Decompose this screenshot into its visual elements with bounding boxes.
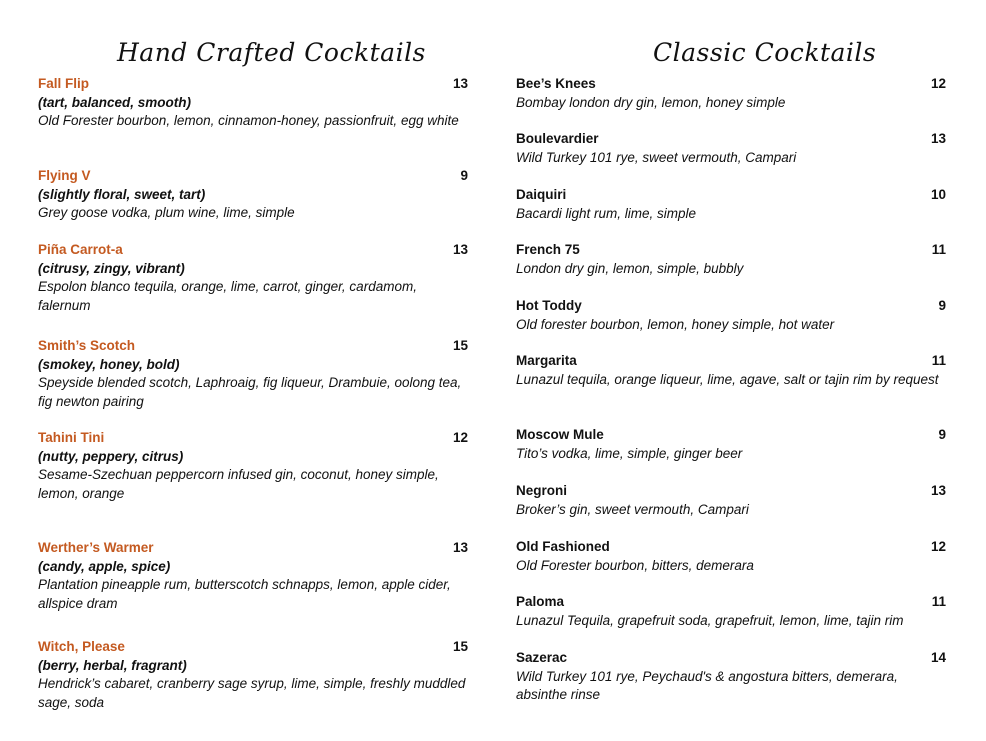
item-price: 13 <box>930 483 946 498</box>
item-name: Werther’s Warmer <box>38 540 154 555</box>
menu-item <box>38 539 468 613</box>
menu-item <box>516 75 946 112</box>
item-description: Wild Turkey 101 rye, Peychaud's & angostura bitters, demerara, absinthe rinse <box>516 668 898 702</box>
item-description: Bacardi light rum, lime, simple <box>516 205 697 221</box>
item-price: 15 <box>452 639 468 654</box>
item-name: Negroni <box>516 483 568 498</box>
item-description: Old Forester bourbon, bitters, demerara <box>516 557 754 573</box>
item-name: Piña Carrot-a <box>38 242 123 257</box>
menu-item <box>38 241 468 315</box>
item-name: Moscow Mule <box>516 427 604 442</box>
item-name: Old Fashioned <box>516 539 610 554</box>
hand-crafted-heading: Hand Crafted Cocktails <box>117 38 426 67</box>
item-price: 9 <box>938 298 946 313</box>
menu-item <box>516 241 946 278</box>
item-description: Plantation pineapple rum, butterscotch schnapps, lemon, apple cider, allspice dram <box>38 577 451 611</box>
item-name: Witch, Please <box>38 639 125 654</box>
item-name: Fall Flip <box>38 76 90 91</box>
item-description: Espolon blanco tequila, orange, lime, carrot, ginger, cardamom, falernum <box>38 279 417 313</box>
item-description: Old Forester bourbon, lemon, cinnamon-honey, passionfruit, egg white <box>38 113 459 128</box>
item-name: Paloma <box>516 594 565 609</box>
menu-item <box>516 297 946 334</box>
menu-item <box>516 130 946 167</box>
item-price: 15 <box>452 338 468 353</box>
item-name: Bee’s Knees <box>516 76 596 91</box>
item-price: 13 <box>452 76 468 91</box>
menu-item <box>38 75 468 131</box>
item-price: 14 <box>930 650 946 665</box>
item-price: 9 <box>938 427 946 442</box>
item-description: Grey goose vodka, plum wine, lime, simple <box>38 205 295 220</box>
item-profile: (slightly floral, sweet, tart) <box>38 186 206 202</box>
item-description: Bombay london dry gin, lemon, honey simple <box>516 94 786 110</box>
item-price: 11 <box>931 242 946 257</box>
item-price: 12 <box>930 539 946 554</box>
item-profile: (citrusy, zingy, vibrant) <box>38 260 185 276</box>
item-description: Lunazul Tequila, grapefruit soda, grapefruit, lemon, lime, tajin rim <box>516 612 904 628</box>
item-name: Tahini Tini <box>38 430 105 445</box>
item-name: French 75 <box>516 242 580 257</box>
item-profile: (smokey, honey, bold) <box>38 356 180 372</box>
item-price: 12 <box>930 76 946 91</box>
item-price: 12 <box>452 430 468 445</box>
item-price: 13 <box>452 242 468 257</box>
item-price: 13 <box>930 131 946 146</box>
menu-item <box>516 593 946 630</box>
item-profile: (nutty, peppery, citrus) <box>38 448 184 464</box>
menu-item <box>516 482 946 519</box>
item-name: Margarita <box>516 353 577 368</box>
item-name: Sazerac <box>516 650 568 665</box>
menu-item <box>516 186 946 223</box>
item-description: Broker’s gin, sweet vermouth, Campari <box>516 501 749 517</box>
item-price: 11 <box>931 594 946 609</box>
item-profile: (candy, apple, spice) <box>38 558 171 574</box>
item-price: 9 <box>460 168 468 183</box>
item-description: Speyside blended scotch, Laphroaig, fig liqueur, Drambuie, oolong tea, fig newton pairing <box>38 375 462 409</box>
item-description: Hendrick’s cabaret, cranberry sage syrup, lime, simple, freshly muddled sage, soda <box>38 676 466 710</box>
menu-item <box>38 638 468 712</box>
item-name: Boulevardier <box>516 131 599 146</box>
item-name: Flying V <box>38 168 91 183</box>
menu-item <box>516 538 946 575</box>
item-price: 10 <box>930 187 946 202</box>
item-price: 11 <box>931 353 946 368</box>
menu-item <box>38 337 468 411</box>
item-profile: (tart, balanced, smooth) <box>38 94 192 110</box>
item-profile: (berry, herbal, fragrant) <box>38 657 187 673</box>
classic-heading: Classic Cocktails <box>653 38 877 67</box>
menu-item <box>516 649 946 705</box>
item-description: Wild Turkey 101 rye, sweet vermouth, Campari <box>516 149 797 165</box>
item-description: Lunazul tequila, orange liqueur, lime, agave, salt or tajin rim by request <box>516 371 939 387</box>
menu-item <box>38 167 468 223</box>
item-description: Sesame-Szechuan peppercorn infused gin, coconut, honey simple, lemon, orange <box>38 467 439 501</box>
item-name: Hot Toddy <box>516 298 582 313</box>
menu-item <box>38 429 468 503</box>
menu-item <box>516 426 946 463</box>
item-name: Daiquiri <box>516 187 567 202</box>
item-name: Smith’s Scotch <box>38 338 136 353</box>
item-description: Tito’s vodka, lime, simple, ginger beer <box>516 445 743 461</box>
item-description: Old forester bourbon, lemon, honey simple, hot water <box>516 316 835 332</box>
item-price: 13 <box>452 540 468 555</box>
item-description: London dry gin, lemon, simple, bubbly <box>516 260 744 276</box>
menu-item <box>516 352 946 389</box>
